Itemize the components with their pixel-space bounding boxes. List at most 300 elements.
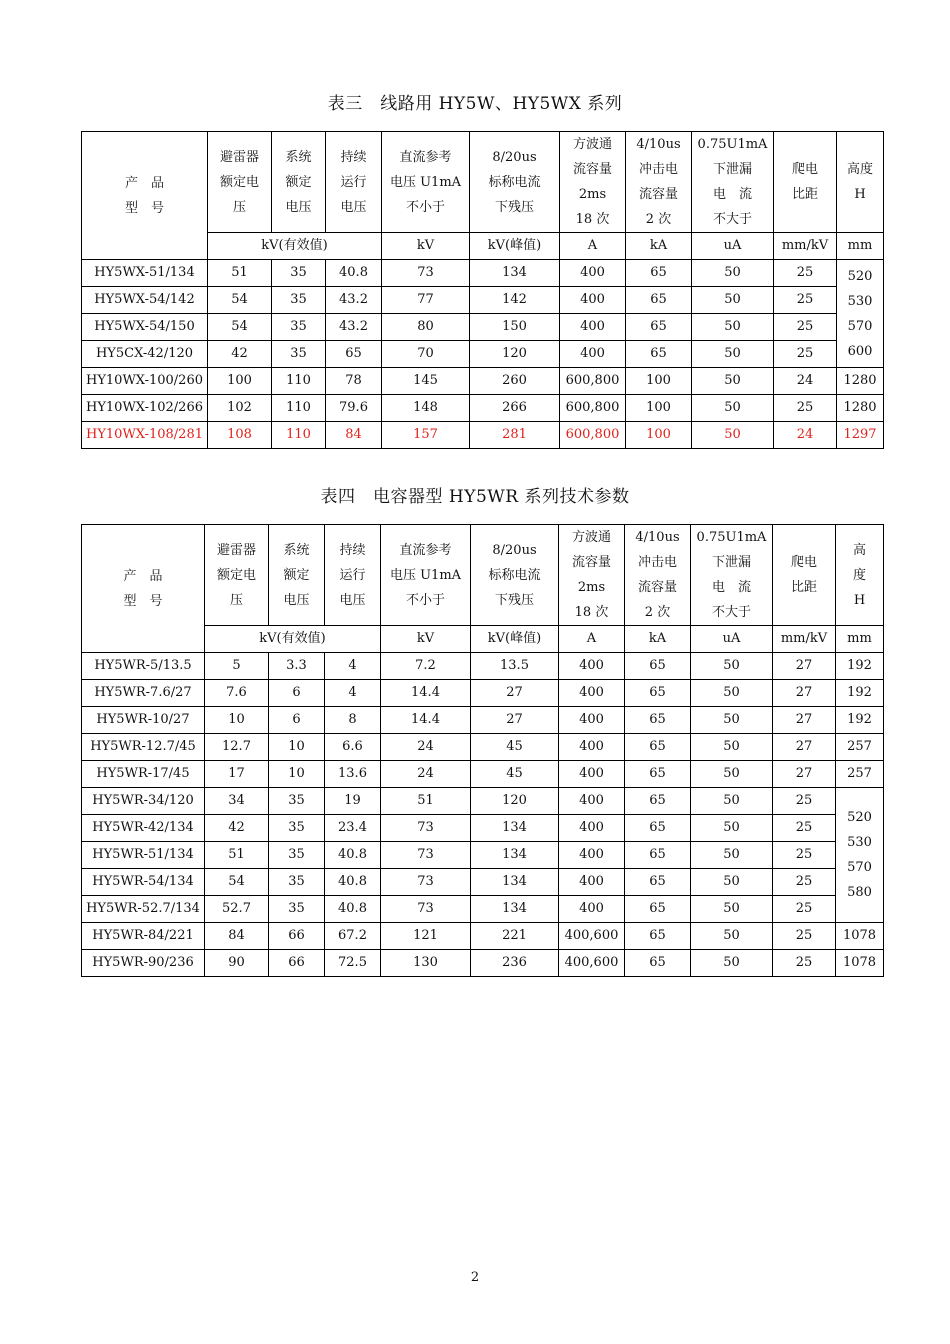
value-cell: 120	[471, 788, 559, 815]
value-cell: 25	[773, 950, 836, 977]
unit-cell: kA	[626, 233, 692, 260]
value-cell: 400	[559, 653, 625, 680]
page-number: 2	[470, 1270, 480, 1285]
value-cell: 1280	[837, 395, 884, 422]
value-cell: 110	[272, 395, 326, 422]
header-line: 运行	[340, 174, 367, 190]
value-cell: 50	[692, 260, 774, 287]
value-cell: 27	[773, 734, 836, 761]
table3-title: 表三 线路用 HY5W、HY5WX 系列	[327, 94, 623, 114]
value-cell: 65	[326, 341, 382, 368]
header-line: 产 品	[124, 175, 164, 191]
value-cell: 257	[836, 734, 884, 761]
value-cell: 148	[382, 395, 470, 422]
value-cell: 1297	[837, 422, 884, 449]
value-cell: 134	[471, 869, 559, 896]
value-cell: 50	[692, 314, 774, 341]
header-cell	[560, 132, 626, 233]
value-cell: 84	[205, 923, 269, 950]
model-cell: HY5WR-17/45	[82, 761, 205, 788]
header-cell	[836, 525, 884, 626]
header-line: 电 流	[712, 187, 752, 202]
merged-height-cell	[836, 788, 884, 923]
header-product	[82, 525, 205, 653]
value-cell: 25	[773, 896, 836, 923]
height-value: 570	[847, 860, 872, 875]
unit-cell: A	[559, 626, 625, 653]
value-cell: 54	[208, 287, 272, 314]
value-cell: 34	[205, 788, 269, 815]
header-cell	[625, 525, 691, 626]
value-cell: 25	[774, 260, 837, 287]
header-line: 不小于	[405, 199, 445, 215]
value-cell: 100	[626, 395, 692, 422]
value-cell: 25	[773, 842, 836, 869]
table-row	[82, 395, 884, 422]
model-cell: HY5WX-51/134	[82, 260, 208, 287]
model-cell: HY5WR-51/134	[82, 842, 205, 869]
header-line: 额定	[285, 174, 312, 190]
value-cell: 72.5	[325, 950, 381, 977]
value-cell: 65	[625, 788, 691, 815]
header-line: 电压 U1mA	[389, 174, 462, 190]
value-cell: 84	[326, 422, 382, 449]
header-cell	[471, 525, 559, 626]
value-cell: 192	[836, 707, 884, 734]
header-line: 0.75U1mA	[696, 530, 767, 545]
value-cell: 400	[559, 815, 625, 842]
value-cell: 35	[269, 842, 325, 869]
value-cell: 100	[626, 368, 692, 395]
header-line: 爬电	[790, 555, 817, 570]
value-cell: 110	[272, 422, 326, 449]
header-line: 下泄漏	[712, 162, 752, 177]
value-cell: 400	[560, 341, 626, 368]
unit-cell: uA	[692, 233, 774, 260]
header-cell	[269, 525, 325, 626]
value-cell: 65	[625, 707, 691, 734]
value-cell: 90	[205, 950, 269, 977]
value-cell: 400	[559, 734, 625, 761]
unit-cell: mm/kV	[773, 626, 836, 653]
value-cell: 7.2	[381, 653, 471, 680]
value-cell: 400,600	[559, 923, 625, 950]
value-cell: 102	[208, 395, 272, 422]
header-line: 方波通	[572, 137, 612, 152]
value-cell: 35	[269, 869, 325, 896]
header-line: 高	[852, 542, 866, 558]
header-line: 直流参考	[399, 542, 452, 558]
value-cell: 400	[559, 842, 625, 869]
value-cell: 6.6	[325, 734, 381, 761]
value-cell: 5	[205, 653, 269, 680]
header-line: 流容量	[571, 555, 611, 570]
value-cell: 257	[836, 761, 884, 788]
header-cell	[208, 132, 272, 233]
value-cell: 35	[272, 287, 326, 314]
value-cell: 65	[625, 950, 691, 977]
header-line: 型 号	[123, 593, 163, 609]
unit-cell: mm	[837, 233, 884, 260]
value-cell: 52.7	[205, 896, 269, 923]
value-cell: 1078	[836, 950, 884, 977]
height-value: 570	[847, 318, 873, 334]
value-cell: 45	[471, 734, 559, 761]
value-cell: 157	[382, 422, 470, 449]
model-cell: HY10WX-108/281	[82, 422, 208, 449]
header-line: 电压	[339, 592, 366, 608]
height-value: 600	[847, 343, 873, 359]
value-cell: 25	[773, 815, 836, 842]
model-cell: HY5WR-84/221	[82, 923, 205, 950]
value-cell: 65	[625, 653, 691, 680]
value-cell: 10	[269, 734, 325, 761]
value-cell: 73	[381, 842, 471, 869]
value-cell: 24	[774, 422, 837, 449]
header-line: 持续	[339, 542, 366, 558]
value-cell: 110	[272, 368, 326, 395]
value-cell: 35	[272, 341, 326, 368]
model-cell: HY5WR-90/236	[82, 950, 205, 977]
unit-cell: kV	[382, 233, 470, 260]
value-cell: 1280	[837, 368, 884, 395]
value-cell: 50	[691, 680, 773, 707]
unit-cell: A	[560, 233, 626, 260]
value-cell: 134	[470, 260, 560, 287]
height-value: 520	[847, 268, 873, 284]
model-cell: HY5WR-5/13.5	[82, 653, 205, 680]
value-cell: 80	[382, 314, 470, 341]
header-cell	[774, 132, 837, 233]
value-cell: 73	[381, 896, 471, 923]
height-value: 580	[847, 885, 872, 900]
unit-cell: uA	[691, 626, 773, 653]
value-cell: 42	[208, 341, 272, 368]
value-cell: 10	[269, 761, 325, 788]
value-cell: 142	[470, 287, 560, 314]
table-row	[82, 950, 884, 977]
value-cell: 50	[691, 842, 773, 869]
header-line: H	[854, 187, 866, 202]
header-line: 18 次	[575, 212, 610, 227]
header-cell	[381, 525, 471, 626]
value-cell: 65	[625, 869, 691, 896]
header-line: 压	[229, 592, 243, 608]
header-cell	[559, 525, 625, 626]
value-cell: 260	[470, 368, 560, 395]
header-line: 避雷器	[216, 542, 256, 558]
value-cell: 35	[272, 260, 326, 287]
value-cell: 65	[625, 761, 691, 788]
value-cell: 25	[774, 314, 837, 341]
value-cell: 400	[559, 707, 625, 734]
value-cell: 51	[205, 842, 269, 869]
value-cell: 600,800	[560, 422, 626, 449]
model-cell: HY5WR-52.7/134	[82, 896, 205, 923]
table3	[81, 131, 884, 449]
header-line: 持续	[340, 149, 367, 165]
header-line: 电压	[283, 592, 310, 608]
value-cell: 73	[382, 260, 470, 287]
header-line: 额定电	[219, 174, 259, 190]
value-cell: 7.6	[205, 680, 269, 707]
value-cell: 40.8	[325, 869, 381, 896]
value-cell: 65	[625, 896, 691, 923]
header-line: 冲击电	[637, 555, 677, 570]
value-cell: 4	[325, 653, 381, 680]
header-line: 电压	[340, 199, 367, 215]
value-cell: 65	[625, 815, 691, 842]
header-cell	[382, 132, 470, 233]
table-row	[82, 680, 884, 707]
header-line: 2 次	[645, 212, 672, 227]
header-line: 额定	[283, 567, 310, 583]
value-cell: 121	[381, 923, 471, 950]
value-cell: 134	[471, 815, 559, 842]
value-cell: 13.5	[471, 653, 559, 680]
value-cell: 24	[381, 734, 471, 761]
value-cell: 400	[559, 788, 625, 815]
model-cell: HY5WX-54/142	[82, 287, 208, 314]
value-cell: 13.6	[325, 761, 381, 788]
value-cell: 14.4	[381, 707, 471, 734]
table4	[81, 524, 884, 977]
value-cell: 35	[272, 314, 326, 341]
value-cell: 12.7	[205, 734, 269, 761]
value-cell: 67.2	[325, 923, 381, 950]
value-cell: 43.2	[326, 314, 382, 341]
value-cell: 108	[208, 422, 272, 449]
value-cell: 400	[559, 680, 625, 707]
table-row	[82, 896, 884, 923]
value-cell: 54	[208, 314, 272, 341]
table-row	[82, 260, 884, 287]
value-cell: 50	[691, 869, 773, 896]
header-line: 流容量	[637, 580, 677, 595]
unit-cell: mm	[836, 626, 884, 653]
header-line: 产 品	[123, 568, 163, 584]
value-cell: 54	[205, 869, 269, 896]
value-cell: 35	[269, 896, 325, 923]
table-row	[82, 842, 884, 869]
header-line: 方波通	[571, 530, 611, 545]
model-cell: HY10WX-100/260	[82, 368, 208, 395]
value-cell: 50	[691, 707, 773, 734]
value-cell: 42	[205, 815, 269, 842]
value-cell: 19	[325, 788, 381, 815]
value-cell: 400	[559, 761, 625, 788]
table-row	[82, 422, 884, 449]
header-line: 流容量	[572, 162, 612, 177]
value-cell: 40.8	[326, 260, 382, 287]
header-line: 额定电	[216, 567, 256, 583]
value-cell: 50	[691, 734, 773, 761]
value-cell: 65	[626, 260, 692, 287]
model-cell: HY5WX-54/150	[82, 314, 208, 341]
value-cell: 65	[625, 734, 691, 761]
header-line: 不小于	[405, 592, 445, 608]
value-cell: 400	[560, 260, 626, 287]
header-line: 不大于	[711, 605, 751, 620]
table-row	[82, 734, 884, 761]
table-row	[82, 788, 884, 815]
unit-cell: kV(峰值)	[470, 233, 560, 260]
value-cell: 130	[381, 950, 471, 977]
value-cell: 65	[626, 287, 692, 314]
value-cell: 27	[471, 707, 559, 734]
header-line: 8/20us	[492, 149, 537, 165]
value-cell: 65	[626, 341, 692, 368]
header-cell	[205, 525, 269, 626]
table-row	[82, 761, 884, 788]
header-line: 标称电流	[488, 174, 541, 190]
header-line: 电压	[285, 199, 312, 215]
unit-cell: kV(有效值)	[208, 233, 382, 260]
value-cell: 25	[774, 287, 837, 314]
value-cell: 600,800	[560, 368, 626, 395]
value-cell: 50	[691, 815, 773, 842]
value-cell: 400	[560, 287, 626, 314]
height-value: 520	[847, 810, 872, 825]
value-cell: 6	[269, 680, 325, 707]
unit-cell: mm/kV	[774, 233, 837, 260]
header-product	[82, 132, 208, 260]
value-cell: 25	[774, 395, 837, 422]
header-line: 系统	[283, 542, 310, 558]
table-row	[82, 368, 884, 395]
value-cell: 51	[381, 788, 471, 815]
header-row	[82, 132, 884, 233]
value-cell: 65	[625, 923, 691, 950]
value-cell: 221	[471, 923, 559, 950]
header-cell	[691, 525, 773, 626]
value-cell: 50	[691, 950, 773, 977]
value-cell: 400	[559, 896, 625, 923]
table-row	[82, 341, 884, 368]
value-cell: 50	[692, 395, 774, 422]
table-row	[82, 653, 884, 680]
header-line: 下残压	[494, 199, 534, 215]
value-cell: 73	[381, 815, 471, 842]
header-line: 4/10us	[636, 137, 681, 152]
value-cell: 192	[836, 653, 884, 680]
header-line: 2 次	[644, 605, 671, 620]
value-cell: 78	[326, 368, 382, 395]
value-cell: 25	[773, 788, 836, 815]
header-line: 系统	[285, 149, 312, 165]
table4-title: 表四 电容器型 HY5WR 系列技术参数	[320, 487, 630, 507]
header-line: 18 次	[574, 605, 609, 620]
value-cell: 66	[269, 950, 325, 977]
header-line: 运行	[339, 567, 366, 583]
value-cell: 65	[626, 314, 692, 341]
value-cell: 24	[774, 368, 837, 395]
value-cell: 600,800	[560, 395, 626, 422]
header-line: 爬电	[791, 162, 818, 177]
value-cell: 134	[471, 842, 559, 869]
header-line: 4/10us	[635, 530, 680, 545]
value-cell: 3.3	[269, 653, 325, 680]
header-cell	[325, 525, 381, 626]
header-line: 电压 U1mA	[389, 567, 462, 583]
value-cell: 192	[836, 680, 884, 707]
model-cell: HY5CX-42/120	[82, 341, 208, 368]
value-cell: 27	[773, 680, 836, 707]
height-value: 530	[847, 835, 872, 850]
value-cell: 25	[774, 341, 837, 368]
table-row	[82, 923, 884, 950]
value-cell: 145	[382, 368, 470, 395]
value-cell: 27	[773, 761, 836, 788]
value-cell: 35	[269, 788, 325, 815]
header-cell	[626, 132, 692, 233]
header-cell	[692, 132, 774, 233]
header-line: H	[853, 592, 866, 608]
value-cell: 27	[773, 707, 836, 734]
value-cell: 400	[560, 314, 626, 341]
value-cell: 281	[470, 422, 560, 449]
header-line: 压	[232, 199, 246, 215]
header-row	[82, 525, 884, 626]
table-row	[82, 287, 884, 314]
value-cell: 70	[382, 341, 470, 368]
value-cell: 134	[471, 896, 559, 923]
value-cell: 400	[559, 869, 625, 896]
header-cell	[326, 132, 382, 233]
value-cell: 50	[692, 422, 774, 449]
value-cell: 400,600	[559, 950, 625, 977]
value-cell: 40.8	[325, 896, 381, 923]
unit-cell: kV(有效值)	[205, 626, 381, 653]
header-line: 冲击电	[638, 162, 678, 177]
header-line: 避雷器	[219, 149, 259, 165]
value-cell: 23.4	[325, 815, 381, 842]
unit-cell: kV	[381, 626, 471, 653]
value-cell: 50	[691, 896, 773, 923]
value-cell: 35	[269, 815, 325, 842]
value-cell: 79.6	[326, 395, 382, 422]
value-cell: 100	[208, 368, 272, 395]
value-cell: 266	[470, 395, 560, 422]
value-cell: 100	[626, 422, 692, 449]
value-cell: 65	[625, 842, 691, 869]
value-cell: 65	[625, 680, 691, 707]
value-cell: 27	[471, 680, 559, 707]
header-line: 直流参考	[399, 149, 452, 165]
value-cell: 50	[691, 923, 773, 950]
value-cell: 66	[269, 923, 325, 950]
value-cell: 6	[269, 707, 325, 734]
value-cell: 50	[692, 341, 774, 368]
table-row	[82, 815, 884, 842]
header-line: 8/20us	[492, 542, 537, 558]
value-cell: 150	[470, 314, 560, 341]
header-cell	[773, 525, 836, 626]
header-line: 型 号	[124, 200, 164, 216]
model-cell: HY5WR-10/27	[82, 707, 205, 734]
height-value: 530	[847, 293, 873, 309]
header-cell	[470, 132, 560, 233]
value-cell: 236	[471, 950, 559, 977]
value-cell: 77	[382, 287, 470, 314]
value-cell: 50	[691, 761, 773, 788]
header-line: 不大于	[712, 212, 752, 227]
header-line: 下泄漏	[711, 555, 751, 570]
header-line: 流容量	[638, 187, 678, 202]
value-cell: 51	[208, 260, 272, 287]
value-cell: 40.8	[325, 842, 381, 869]
value-cell: 50	[692, 287, 774, 314]
